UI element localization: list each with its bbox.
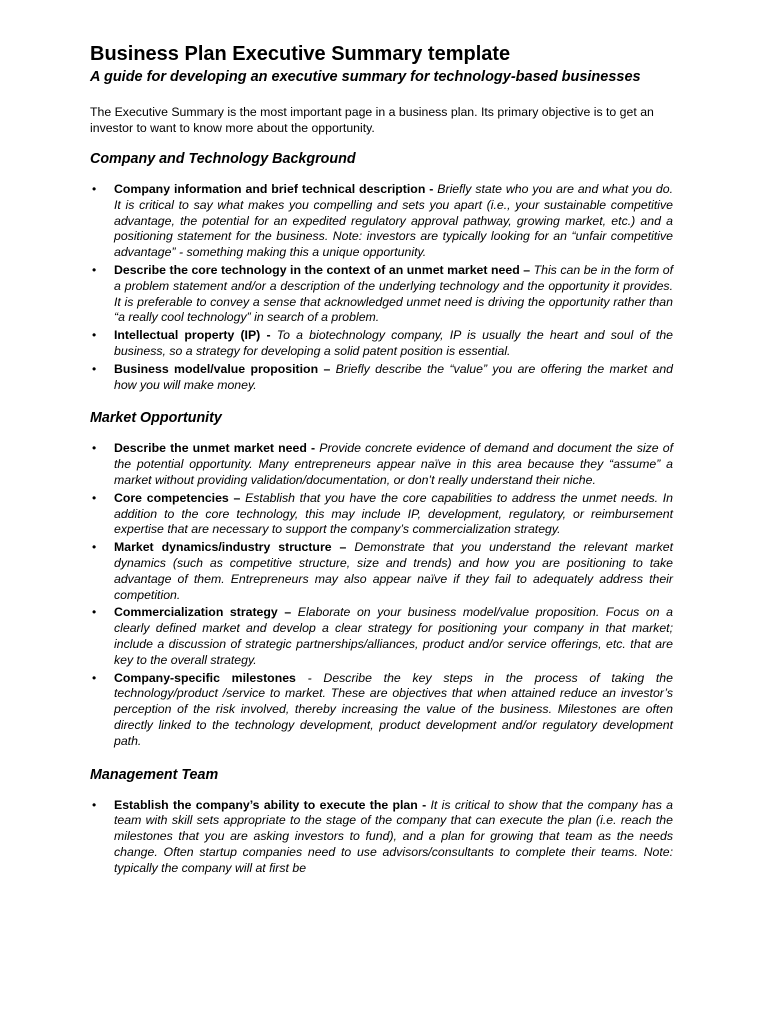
bullet-icon: • (92, 361, 97, 376)
document-subtitle: A guide for developing an executive summary for technology-based businesses (90, 69, 641, 85)
list-item (90, 540, 673, 603)
bullet-icon: • (92, 182, 97, 196)
company-bullet-list (90, 182, 673, 393)
list-item (90, 671, 673, 750)
section-heading-company: Company and Technology Background (90, 151, 356, 167)
item-label: Describe the core technology in the context of an unmet market need – (114, 262, 534, 277)
list-item (90, 182, 673, 261)
item-text: To a biotechnology company, IP is usually the heart and soul of the business, so a strategy for developing a solid patent position is essential. (114, 328, 674, 358)
list-item (90, 263, 673, 326)
section-heading-management: Management Team (90, 766, 219, 783)
list-item (90, 441, 673, 488)
item-text: This can be in the form of a problem statement and/or a description of the underlying technology and the opportunity it provides. It is preferable to convey a sense that acknowledged unmet need is driving the opportunity rather than “a really cool technology” in search of a problem. (114, 262, 673, 325)
item-text: - Describe the key steps in the process of taking the technology/product /service to market. These are objectives that when attained reduce an investor’s perception of the risk involved, thereby increasing the value of the business. Milestones are often directly linked to the technology development, product development and/or regulatory development path. (114, 670, 673, 748)
section-heading-market: Market Opportunity (90, 410, 222, 427)
item-label: Intellectual property (IP) - (114, 328, 277, 343)
market-bullet-list (90, 441, 673, 749)
bullet-icon: • (92, 605, 97, 620)
bullet-icon: • (92, 670, 97, 685)
item-label: Market dynamics/industry structure – (114, 540, 355, 555)
item-text: Establish that you have the core capabilities to address the unmet needs. In addition to the core technology, this may include IP, development, regulatory, or reimbursement expertise that are necessary to support the company’s commercialization strategy. (114, 490, 673, 537)
document-title: Business Plan Executive Summary template (90, 43, 511, 65)
item-label: Company information and brief technical description - (114, 182, 438, 196)
item-label: Business model/value proposition – (114, 361, 336, 376)
list-item (90, 491, 673, 538)
list-item (90, 362, 673, 394)
list-item (90, 605, 673, 668)
item-text: Elaborate on your business model/value proposition. Focus on a clearly defined market and develop a clear strategy for positioning your company in that market; include a discussion of strategic partnerships/alliances, product and/or service offerings, etc. that are key to the overall strategy. (114, 605, 673, 667)
item-label: Core competencies – (114, 490, 246, 505)
list-item (90, 798, 673, 877)
item-text: Briefly describe the “value” you are offering the market and how you will make money. (114, 361, 673, 392)
intro-paragraph: The Executive Summary is the most important page in a business plan. Its primary objective is to get an investor to want to know more about the opportunity. (90, 105, 654, 135)
item-text: It is critical to show that the company has a team with skill sets appropriate to the stage of the company that can execute the plan (i.e. reach the milestones that you are asking investors to fund), and a plan for growing that team as the needs change. Often startup companies need to use advisors/consultants to complete their teams. Note: typically the company will at first be (114, 797, 673, 875)
bullet-icon: • (92, 262, 97, 277)
item-label: Company-specific milestones (114, 670, 296, 685)
item-text: Provide concrete evidence of demand and document the size of the potential opportunity. Many entrepreneurs appear naïve in this area because they “assume” a market without providing validation/documentation, or don’t really understand their niche. (114, 441, 673, 487)
management-bullet-list (90, 798, 673, 877)
bullet-icon: • (92, 490, 97, 505)
bullet-icon: • (92, 441, 97, 456)
item-label: Establish the company’s ability to execute the plan - (114, 797, 431, 812)
list-item (90, 328, 673, 360)
bullet-icon: • (92, 797, 97, 812)
bullet-icon: • (92, 328, 97, 343)
item-label: Describe the unmet market need - (114, 441, 320, 456)
bullet-icon: • (92, 540, 97, 555)
item-text: Demonstrate that you understand the relevant market dynamics (such as competitive structure, size and trends) and how you are positioning to take advantage of them. Entrepreneurs may also appear naïve if they fail to adequately address their competition. (114, 540, 673, 602)
item-label: Commercialization strategy – (114, 605, 298, 620)
item-text: Briefly state who you are and what you do. It is critical to say what makes you compelling and sets you apart (i.e., your sustainable competitive advantage, the potential for an expedited regulatory approval pathway, growing market, etc.) and a positioning statement for the business. Note: investors are typically looking for an “unfair competitive advantage” - something making this a unique opportunity. (114, 182, 673, 260)
